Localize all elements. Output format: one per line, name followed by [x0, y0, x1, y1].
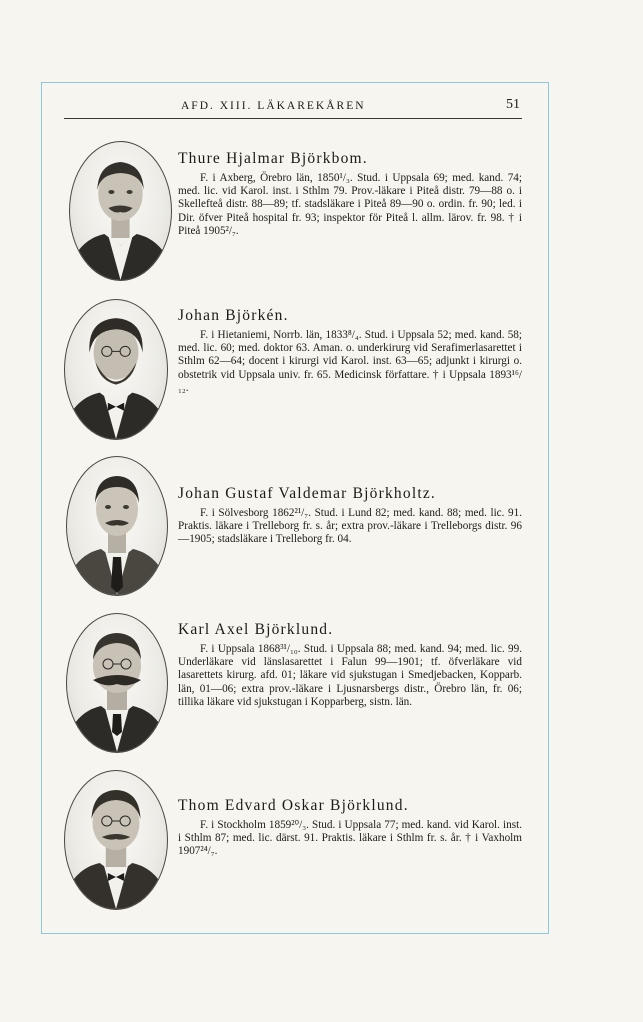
person-name: Karl Axel Björklund. — [178, 621, 334, 638]
section-title: AFD. XIII. LÄKAREKÅREN — [181, 100, 366, 112]
portrait-photo-2 — [64, 299, 168, 440]
portrait-photo-1 — [69, 141, 172, 281]
biography-text: F. i Hietaniemi, Norrb. län, 1833⁸/₄. Stud. i Uppsala 52; med. kand. 58; med. lic. 60; med. doktor 63. Aman. o. underkirurg vid Serafimerlasarettet i Sthlm 62—64; docent i kirurgi vid Karol. inst. 63—65; adjunkt i kirurgi o. obstetrik vid Uppsala univ. fr. 65. Medicinsk författare. † i Uppsala 1893¹⁶/₁₂. — [178, 329, 522, 394]
biography-entry-2 — [178, 307, 522, 395]
biography-entry-3 — [178, 485, 522, 547]
running-header — [64, 98, 522, 119]
person-name: Thom Edvard Oskar Björklund. — [178, 797, 409, 814]
biography-entry-4 — [178, 621, 522, 709]
biography-text: F. i Axberg, Örebro län, 1850¹/₃. Stud. i Uppsala 69; med. kand. 74; med. lic. vid Karol. inst. i Sthlm 79. Prov.-läkare i Piteå distr. 79—88 o. i Skellefteå distr. 88—89; tf. stadsläkare i Piteå 89—90 o. ordin. fr. 90; led. i Dir. öfver Piteå hospital fr. 93; inspektor för Piteå l. allm. lärov. fr. 98. † i Piteå 1905²/₇. — [178, 172, 522, 237]
biography-text: F. i Stockholm 1859²⁰/₃. Stud. i Uppsala 77; med. kand. vid Karol. inst. i Sthlm 87; med. lic. därst. 91. Praktis. läkare i Sthlm fr. s. år. † i Vaxholm 1907²⁴/₇. — [178, 819, 522, 858]
portrait-photo-5 — [64, 770, 168, 910]
biography-text: F. i Uppsala 1868³¹/₁₀. Stud. i Uppsala 88; med. kand. 94; med. lic. 99. Underläkare vid länslasarettet i Falun 99—1901; tf. öfverläkare vid lasarettets kirurg. afd. 01; läkare vid sjukstugan i Smedjebacken, Kopparb. län, 01—06; extra prov.-läkare i Ljusnarsbergs distr., Örebro län, fr. 06; tillika läkare vid sjukstugan i Kopparberg, sistn. län. — [178, 643, 522, 708]
person-name: Johan Gustaf Valdemar Björkholtz. — [178, 485, 436, 502]
portrait-photo-3 — [66, 456, 168, 596]
biography-entry-5 — [178, 797, 522, 859]
person-name: Johan Björkén. — [178, 307, 289, 324]
person-name: Thure Hjalmar Björkbom. — [178, 150, 368, 167]
biography-text: F. i Sölvesborg 1862²¹/₇. Stud. i Lund 82; med. kand. 88; med. lic. 91. Praktis. läkare i Trelleborg fr. s. år; extra prov.-läkare i Trelleborgs distr. 96—1905; stadsläkare i Trelleborg fr. 04. — [178, 507, 522, 546]
portrait-photo-4 — [66, 613, 168, 753]
biography-entry-1 — [178, 150, 522, 238]
page-number: 51 — [506, 97, 520, 112]
